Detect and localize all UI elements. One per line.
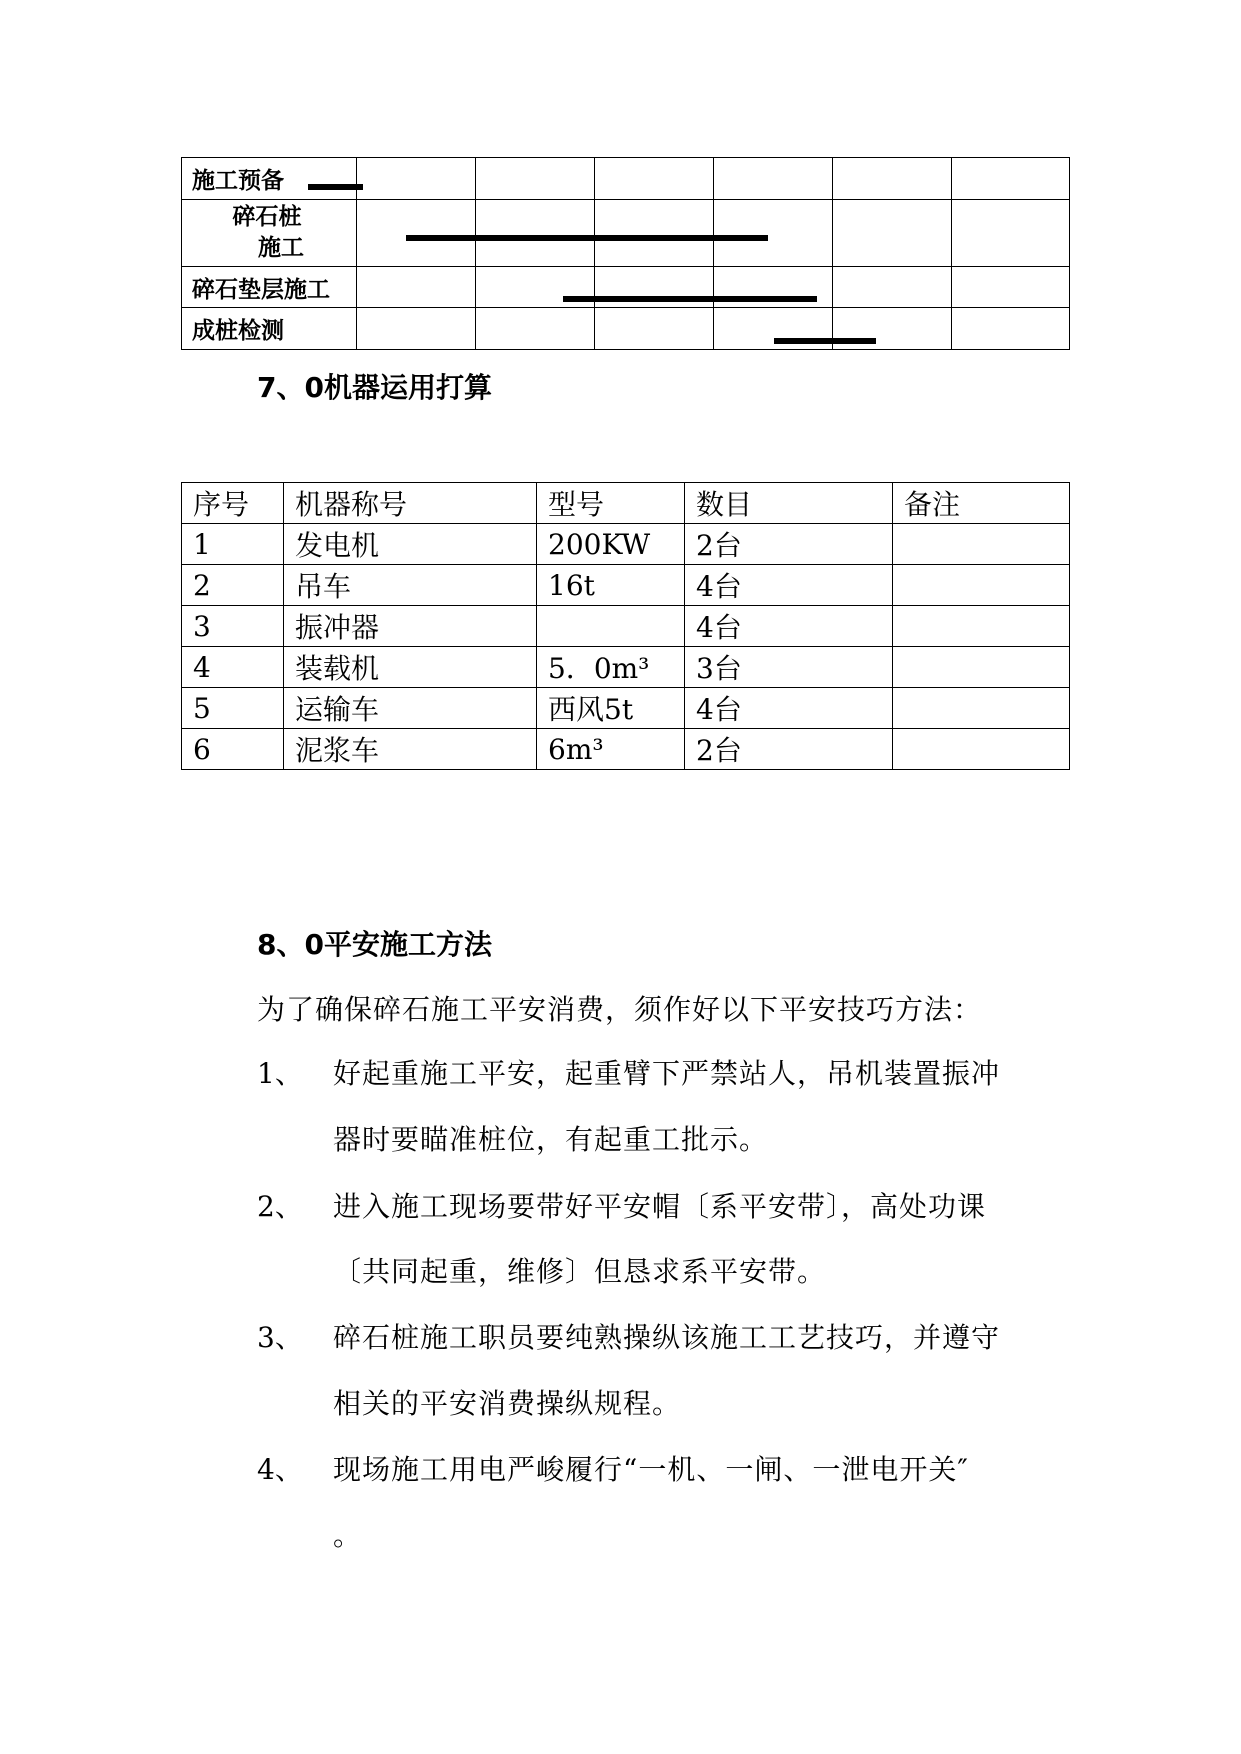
list-item-number: 2、 bbox=[257, 1190, 303, 1223]
section8-title: 8、0平安施工方法 bbox=[257, 928, 492, 961]
schedule-row bbox=[182, 308, 1070, 350]
table-row bbox=[182, 524, 1070, 565]
table-cell: 4台 bbox=[685, 606, 893, 647]
table-cell: 西风5t bbox=[537, 688, 685, 729]
list-item-line: 。 bbox=[333, 1519, 363, 1552]
table-cell bbox=[893, 729, 1070, 770]
table-cell: 2台 bbox=[685, 524, 893, 565]
table-cell bbox=[893, 565, 1070, 606]
list-item-number: 3、 bbox=[257, 1321, 303, 1354]
column-header: 型号 bbox=[537, 483, 685, 524]
table-cell bbox=[893, 606, 1070, 647]
table-cell: 3 bbox=[182, 606, 284, 647]
table-row bbox=[182, 565, 1070, 606]
schedule-row bbox=[182, 200, 1070, 267]
table-cell: 4台 bbox=[685, 688, 893, 729]
table-cell: 2 bbox=[182, 565, 284, 606]
list-item-line: 进入施工现场要带好平安帽〔系平安带〕，高处功课 bbox=[333, 1190, 987, 1223]
list-item-line: 现场施工用电严峻履行“一机、一闸、一泄电开关″ bbox=[333, 1453, 969, 1486]
table-row bbox=[182, 606, 1070, 647]
schedule-row-label bbox=[182, 200, 357, 267]
column-header: 数目 bbox=[685, 483, 893, 524]
table-cell: 5 bbox=[182, 688, 284, 729]
table-cell: 16t bbox=[537, 565, 685, 606]
table-cell bbox=[537, 606, 685, 647]
list-item-number: 4、 bbox=[257, 1453, 303, 1486]
list-item-line: 相关的平安消费操纵规程。 bbox=[333, 1387, 682, 1420]
table-cell: 2台 bbox=[685, 729, 893, 770]
table-cell: 5．0m³ bbox=[537, 647, 685, 688]
section8-intro: 为了确保碎石施工平安消费，须作好以下平安技巧方法： bbox=[257, 993, 983, 1026]
table-cell: 1 bbox=[182, 524, 284, 565]
equipment-table bbox=[181, 482, 1069, 770]
column-header: 备注 bbox=[893, 483, 1070, 524]
table-cell: 吊车 bbox=[284, 565, 537, 606]
table-row bbox=[182, 647, 1070, 688]
table-cell: 4 bbox=[182, 647, 284, 688]
schedule-row-label: 施工预备 bbox=[182, 158, 357, 200]
table-cell: 6 bbox=[182, 729, 284, 770]
table-cell: 装载机 bbox=[284, 647, 537, 688]
equipment-header-row bbox=[182, 483, 1070, 524]
schedule-row bbox=[182, 158, 1070, 200]
column-header: 序号 bbox=[182, 483, 284, 524]
table-cell bbox=[893, 647, 1070, 688]
table-cell: 3台 bbox=[685, 647, 893, 688]
section7-title: 7、0机器运用打算 bbox=[257, 371, 492, 404]
list-item-line: 器时要瞄准桩位，有起重工批示。 bbox=[333, 1123, 769, 1156]
table-cell: 运输车 bbox=[284, 688, 537, 729]
table-cell bbox=[893, 524, 1070, 565]
table-cell: 泥浆车 bbox=[284, 729, 537, 770]
schedule-row-label: 碎石垫层施工 bbox=[182, 267, 357, 308]
list-item-line: 好起重施工平安，起重臂下严禁站人，吊机装置振冲 bbox=[333, 1057, 1001, 1090]
list-item-number: 1、 bbox=[257, 1057, 303, 1090]
table-cell: 6m³ bbox=[537, 729, 685, 770]
schedule-row-label: 成桩检测 bbox=[182, 308, 357, 350]
list-item-line: 碎石桩施工职员要纯熟操纵该施工工艺技巧，并遵守 bbox=[333, 1321, 1001, 1354]
table-cell bbox=[893, 688, 1070, 729]
table-row bbox=[182, 688, 1070, 729]
schedule-row-label-line: 碎石桩 bbox=[232, 204, 302, 230]
table-cell: 振冲器 bbox=[284, 606, 537, 647]
list-item-line: 〔共同起重，维修〕但恳求系平安带。 bbox=[333, 1255, 827, 1288]
schedule-row bbox=[182, 267, 1070, 308]
construction-schedule-table bbox=[181, 157, 1069, 349]
schedule-row-label-line: 施工 bbox=[258, 235, 304, 261]
table-cell: 200KW bbox=[537, 524, 685, 565]
column-header: 机器称号 bbox=[284, 483, 537, 524]
table-row bbox=[182, 729, 1070, 770]
table-cell: 4台 bbox=[685, 565, 893, 606]
table-cell: 发电机 bbox=[284, 524, 537, 565]
